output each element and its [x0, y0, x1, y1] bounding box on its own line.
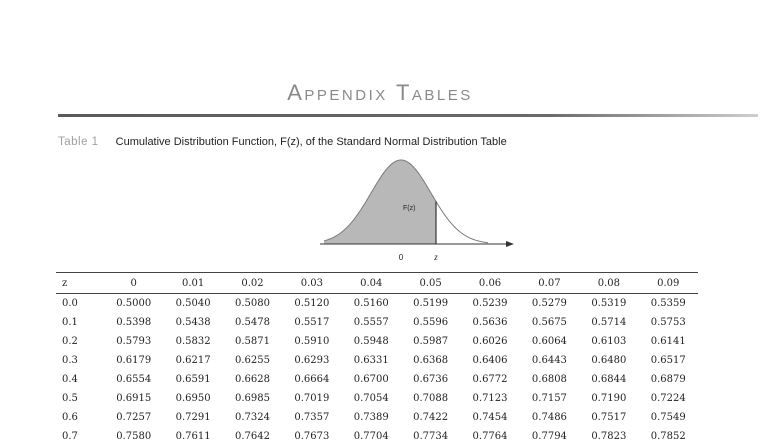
row-z-value: 0.3 [56, 351, 104, 370]
table-cell: 0.7123 [460, 389, 519, 408]
table-cell: 0.7486 [520, 408, 579, 427]
table-cell: 0.5753 [639, 313, 698, 332]
table-cell: 0.7190 [579, 389, 638, 408]
table-cell: 0.5000 [104, 294, 163, 314]
header-col: 0.08 [579, 273, 638, 294]
caption-label: Table 1 [58, 136, 99, 148]
header-z: z [56, 273, 104, 294]
table-cell: 0.5239 [460, 294, 519, 314]
header-col: 0.01 [163, 273, 222, 294]
table-cell: 0.7157 [520, 389, 579, 408]
row-z-value: 0.6 [56, 408, 104, 427]
table-cell: 0.7422 [401, 408, 460, 427]
table-cell: 0.6844 [579, 370, 638, 389]
table-cell: 0.6700 [342, 370, 401, 389]
table-cell: 0.6628 [223, 370, 282, 389]
table-row [56, 370, 698, 389]
table-cell: 0.7764 [460, 427, 519, 446]
area-label: F(z) [403, 205, 415, 212]
table-cell: 0.6443 [520, 351, 579, 370]
table-cell: 0.5080 [223, 294, 282, 314]
table-cell: 0.5398 [104, 313, 163, 332]
table-cell: 0.5675 [520, 313, 579, 332]
table-cell: 0.6664 [282, 370, 341, 389]
table-cell: 0.7257 [104, 408, 163, 427]
table-cell: 0.5478 [223, 313, 282, 332]
table-header-row [56, 273, 698, 294]
table-row [56, 294, 698, 314]
table-row [56, 408, 698, 427]
table-cell: 0.7642 [223, 427, 282, 446]
table-cell: 0.5120 [282, 294, 341, 314]
shaded-area [324, 160, 436, 244]
table-cell: 0.5279 [520, 294, 579, 314]
table-cell: 0.5596 [401, 313, 460, 332]
table-cell: 0.6554 [104, 370, 163, 389]
table-cell: 0.6736 [401, 370, 460, 389]
table-cell: 0.6064 [520, 332, 579, 351]
row-z-value: 0.4 [56, 370, 104, 389]
table-cell: 0.5199 [401, 294, 460, 314]
header-col: 0.06 [460, 273, 519, 294]
table-cell: 0.7454 [460, 408, 519, 427]
header-col: 0.07 [520, 273, 579, 294]
table-cell: 0.6480 [579, 351, 638, 370]
z-label: z [433, 252, 438, 262]
row-z-value: 0.7 [56, 427, 104, 446]
table-cell: 0.6141 [639, 332, 698, 351]
table-cell: 0.6808 [520, 370, 579, 389]
table-cell: 0.7019 [282, 389, 341, 408]
table-cell: 0.7054 [342, 389, 401, 408]
table-cell: 0.7734 [401, 427, 460, 446]
header-col: 0.05 [401, 273, 460, 294]
table-cell: 0.6915 [104, 389, 163, 408]
table-cell: 0.6517 [639, 351, 698, 370]
table-cell: 0.7224 [639, 389, 698, 408]
table-cell: 0.7389 [342, 408, 401, 427]
zero-label: 0 [399, 253, 404, 262]
table-cell: 0.7324 [223, 408, 282, 427]
table-row [56, 332, 698, 351]
table-cell: 0.5987 [401, 332, 460, 351]
table-caption [58, 136, 507, 148]
table-cell: 0.7580 [104, 427, 163, 446]
table-cell: 0.7357 [282, 408, 341, 427]
table-cell: 0.5359 [639, 294, 698, 314]
row-z-value: 0.2 [56, 332, 104, 351]
header-col: 0.04 [342, 273, 401, 294]
table-cell: 0.5517 [282, 313, 341, 332]
table-cell: 0.7088 [401, 389, 460, 408]
table-cell: 0.5040 [163, 294, 222, 314]
table-row [56, 313, 698, 332]
title-rule [58, 114, 758, 117]
table-cell: 0.5438 [163, 313, 222, 332]
table-cell: 0.6406 [460, 351, 519, 370]
table-cell: 0.5910 [282, 332, 341, 351]
axis-arrow [506, 241, 514, 247]
header-col: 0.09 [639, 273, 698, 294]
table-cell: 0.7673 [282, 427, 341, 446]
table-cell: 0.6293 [282, 351, 341, 370]
row-z-value: 0.0 [56, 294, 104, 314]
table-cell: 0.6368 [401, 351, 460, 370]
table-body [56, 294, 698, 446]
table-row [56, 389, 698, 408]
table-cell: 0.7794 [520, 427, 579, 446]
table-cell: 0.5319 [579, 294, 638, 314]
normal-curve-svg [318, 152, 518, 264]
table-cell: 0.7704 [342, 427, 401, 446]
table-cell: 0.7517 [579, 408, 638, 427]
table-cell: 0.5714 [579, 313, 638, 332]
table-cell: 0.6179 [104, 351, 163, 370]
table-cell: 0.6331 [342, 351, 401, 370]
table-cell: 0.6950 [163, 389, 222, 408]
table-cell: 0.6026 [460, 332, 519, 351]
table-cell: 0.7549 [639, 408, 698, 427]
table-cell: 0.5832 [163, 332, 222, 351]
table-cell: 0.5160 [342, 294, 401, 314]
table-cell: 0.6879 [639, 370, 698, 389]
table-cell: 0.7611 [163, 427, 222, 446]
row-z-value: 0.5 [56, 389, 104, 408]
z-table [56, 272, 698, 446]
table-cell: 0.5557 [342, 313, 401, 332]
header-col: 0 [104, 273, 163, 294]
table-cell: 0.6985 [223, 389, 282, 408]
header-col: 0.02 [223, 273, 282, 294]
table-row [56, 427, 698, 446]
table-cell: 0.6255 [223, 351, 282, 370]
table-cell: 0.5636 [460, 313, 519, 332]
table-cell: 0.6772 [460, 370, 519, 389]
table-cell: 0.5948 [342, 332, 401, 351]
row-z-value: 0.1 [56, 313, 104, 332]
caption-text: Cumulative Distribution Function, F(z), of the Standard Normal Distribution Table [116, 136, 507, 148]
table-row [56, 351, 698, 370]
table-cell: 0.6591 [163, 370, 222, 389]
table-cell: 0.5793 [104, 332, 163, 351]
table-cell: 0.7852 [639, 427, 698, 446]
table-cell: 0.6103 [579, 332, 638, 351]
header-col: 0.03 [282, 273, 341, 294]
page-title: Appendix Tables [0, 80, 760, 106]
normal-curve-figure [318, 152, 518, 264]
table-cell: 0.5871 [223, 332, 282, 351]
table-cell: 0.6217 [163, 351, 222, 370]
table-cell: 0.7823 [579, 427, 638, 446]
table-cell: 0.7291 [163, 408, 222, 427]
